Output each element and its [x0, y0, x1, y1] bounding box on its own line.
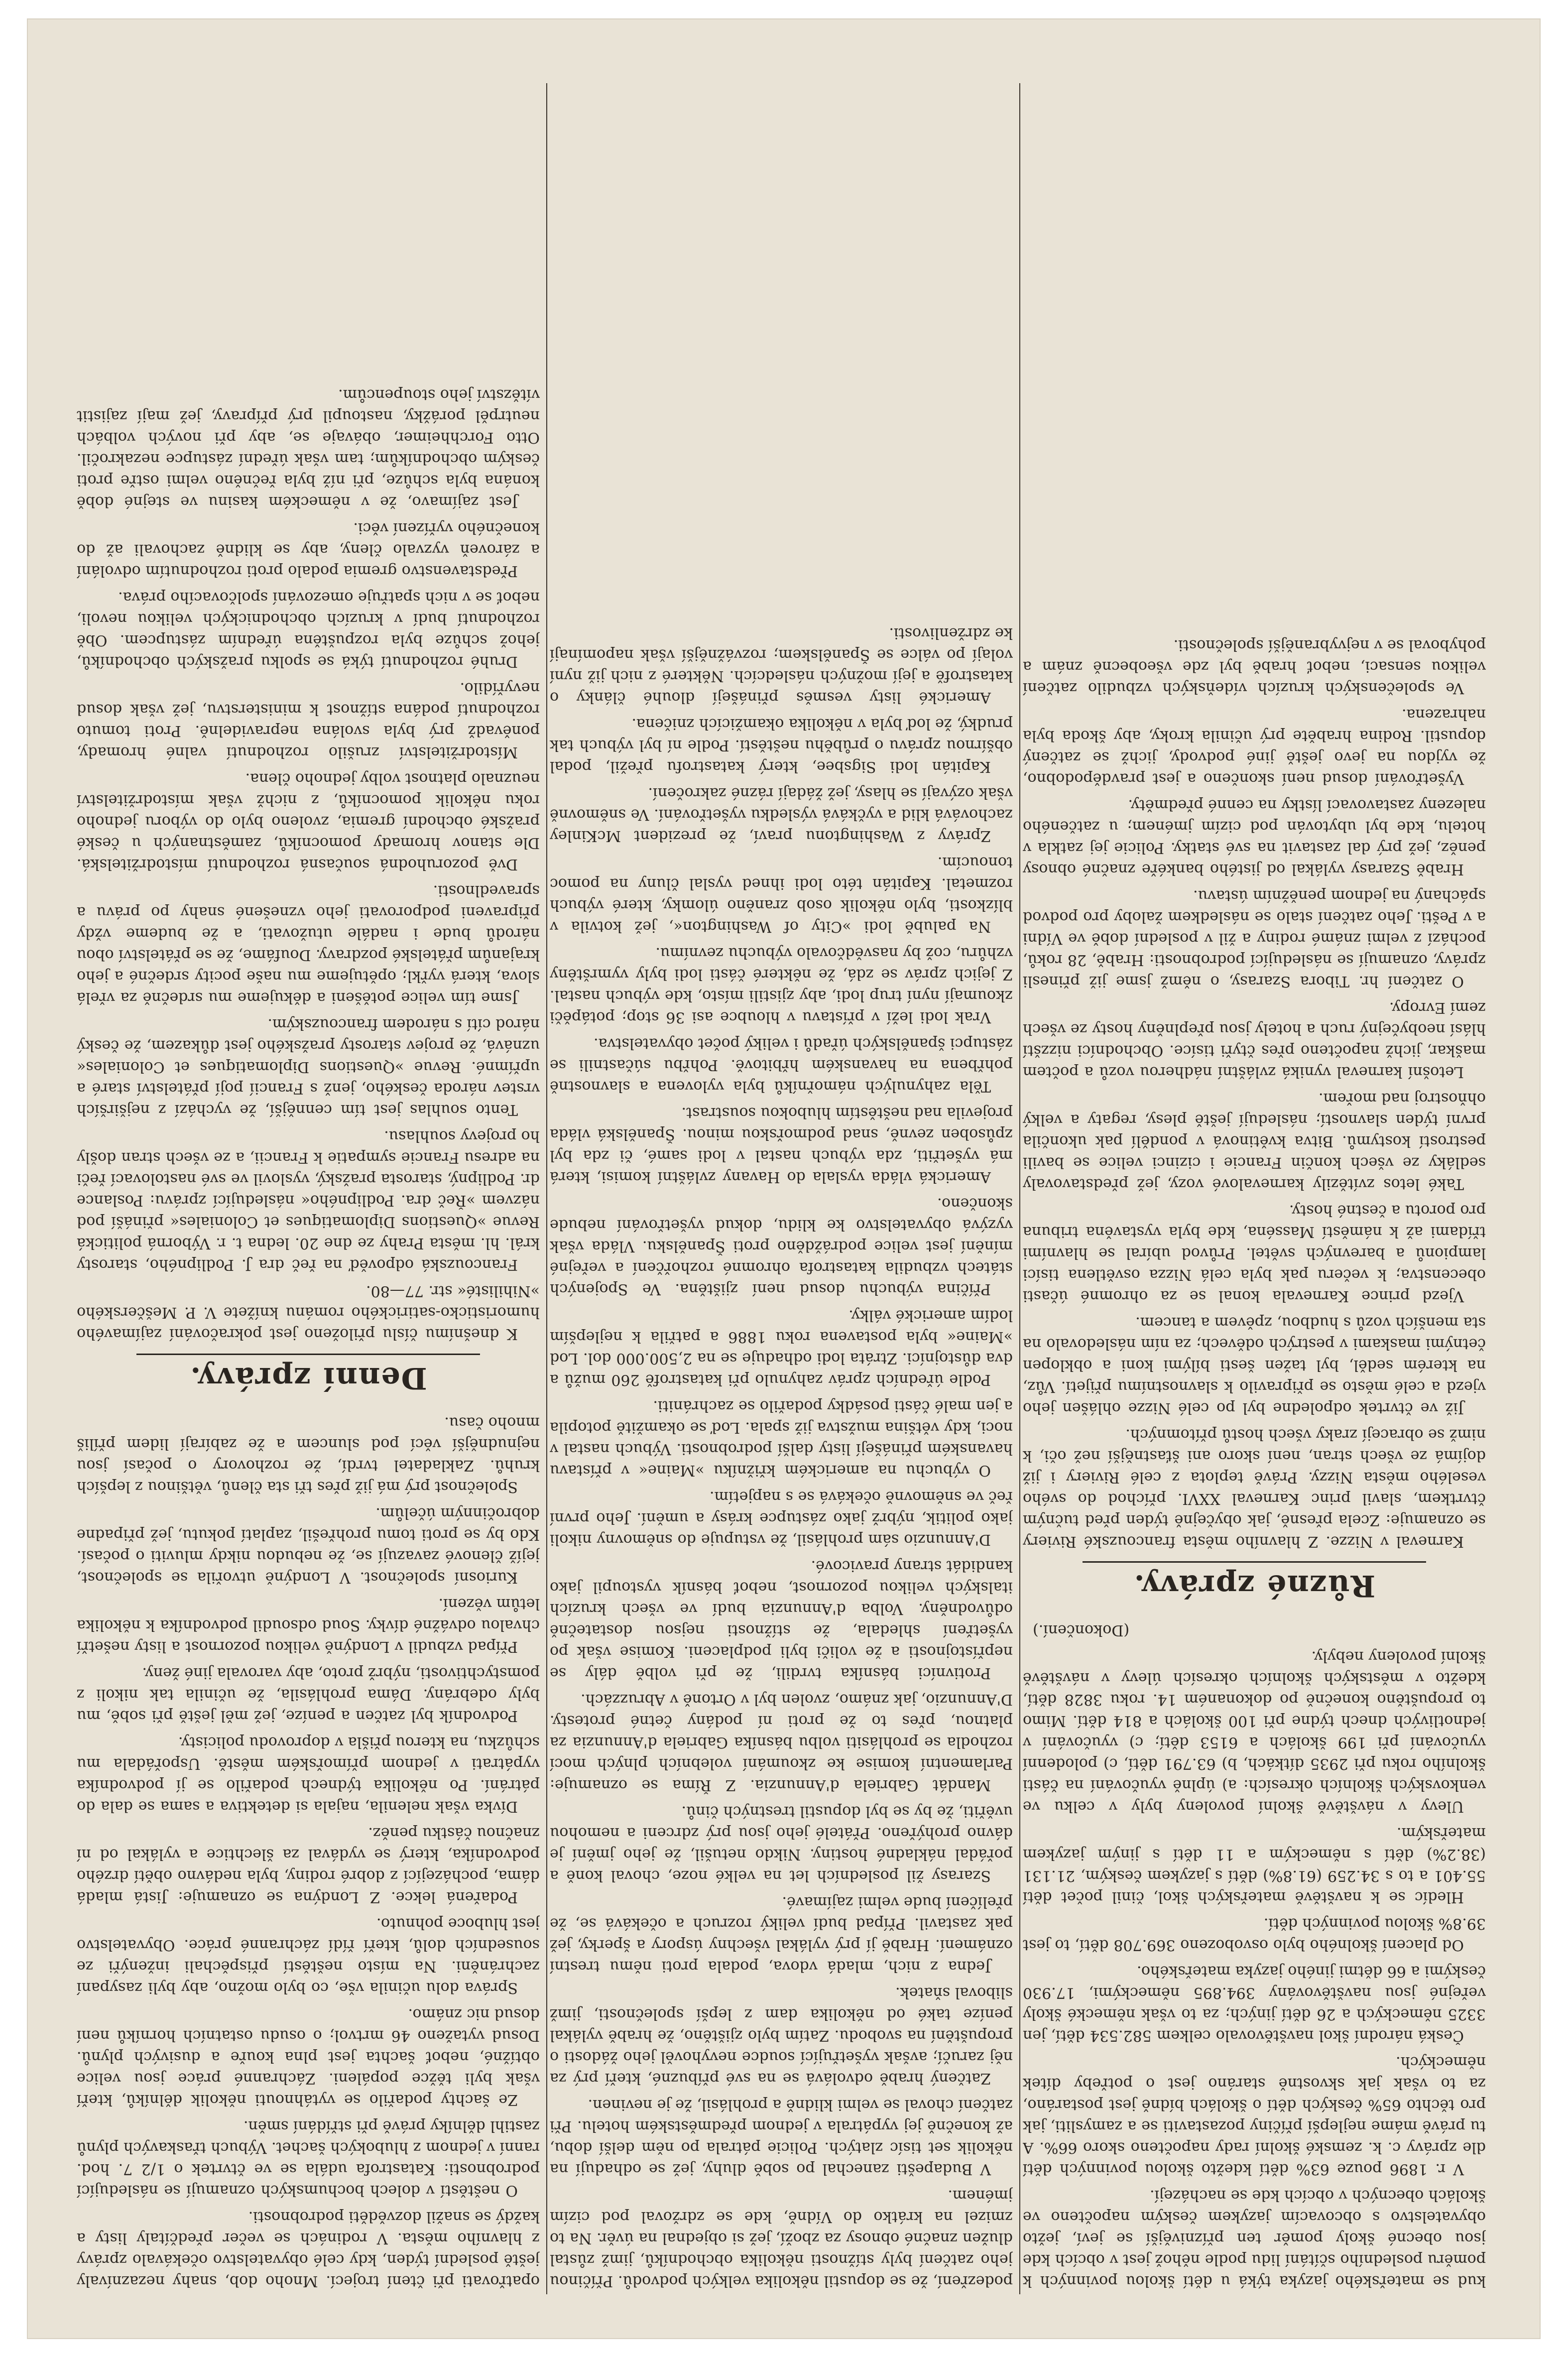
article-paragraph: O výbuchu na americkém křižníku »Maine« v přístavu havanském přinášejí listy další podrobnosti. Výbuch nastal v noci, kdy většina mužstva již spala. Loď se okamžitě potopila a jen malé části posádky podařilo se zachrániti. — [550, 1397, 1013, 1479]
article-paragraph: kud se mateřského jazyka týká u dětí školou povinných k poměru posledního sčítání lidu podle něhož jest v obcích kde jsou obecné školy poměr ten příznivější se jeví, ježto obyvatelstvo s obcovacím jazykem českým napočteno ve školách obecných v obcích kde se nacházejí. — [1023, 2187, 1486, 2290]
article-paragraph: Místodržitelství zrušilo rozhodnutí valné hromady, poněvadž prý byla svolána nepravidelně. Proti tomuto rozhodnutí podána stížnost k ministerstvu, jež však dosud nevyřídilo. — [77, 679, 540, 761]
article-paragraph: Ulevy v návštěvě školní povoleny byly v celku ve venkovských školních okresích: a) úplně vyučování na části školního roku při 2935 dítkách, b) 63.791 dětí, c) polodenní vyučování při 199 školách a 6153 dětí; c) vyučování v jednotlivých dnech týdne při 100 školách a 814 dětí. Mimo to propuštěno konečně po dokonaném 14. roku 3828 dětí, kdežto v městských školních okresích úlevy v návštěvě školní povoleny nebyly. — [1023, 1648, 1486, 1815]
article-paragraph: Podle úředních zpráv zahynulo při katastrofě 260 mužů a dva důstojníci. Ztráta lodi odhaduje se na 2,500.000 dol. Lod »Maine« byla postavena roku 1886 a patřila k nejlepším lodím americké války. — [550, 1307, 1013, 1388]
article-paragraph: O zatčení hr. Tibora Szarasy, o němž jsme již přinesli zprávy, oznamují se následující podrobnosti: Hrabě, 28 roků, pochází z velmi známé rodiny a žil v poslední době ve Vídni a v Pešti. Jeho zatčení stalo se následkem žaloby pro podvod spáchaný na jednom peněžním ústavu. — [1023, 887, 1486, 990]
article-paragraph: Jedna z nich, mladá vdova, podala proti němu trestní oznámení. Hrabě jí prý vylákal všechny úspory a šperky, jež pak zastavil. Případ budí veliký rozruch a očekává se, že přelíčení bude velmi zajímavé. — [550, 1893, 1013, 1975]
section-heading-ruzne-zpravy: Různé zprávy. — [1133, 1568, 1376, 1603]
article-paragraph: Správa dolu učinila vše, co bylo možno, aby byli zasypaní zachráněni. Na místo neštěstí přispěchali inženýři ze sousedních dolů, kteří řídí záchranné práce. Obyvatelstvo jest hluboce pohnuto. — [77, 1915, 540, 1996]
article-paragraph: Česká národní škol navštěvovalo celkem 582.534 dětí, jen 3325 německých a 26 dětí jiných; za to však německé školy veřejné jsou navštěvovány 394.895 německými, 17.930 českými a 66 dětmi jiného jazyka mateřského. — [1023, 1963, 1486, 2044]
article-paragraph: Francouzská odpověď na řeč dra J. Podlipného, starosty král. hl. města Prahy ze dne 20. ledna t. r. Výborná politická Revue »Questions Diplomatiques et Coloniales« přináší pod názvem »Řeč dra. Podlipného« následující zprávu: Poslance dr. Podlipný, starosta pražský, vyslovil ve své nastolovací řeči na adresu Francie sympatie k Francii, a ze všech stran došly ho projevy souhlasu. — [77, 1127, 540, 1273]
article-paragraph: Jest zajímavo, že v německém kasinu ve stejné době konána byla schůze, při níž byla řečněno velmi ostře proti českým obchodníkům; tam však úřední zástupce nezakročil. Otto Forchheimer, obávaje se, aby při nových volbách neutrpěl porážky, nastoupil prý přípravy, jež mají zajistit vítězství jeho stoupencům. — [77, 386, 540, 510]
article-paragraph: D'Annunzio sám prohlásil, že vstupuje do sněmovny nikoli jako politik, nýbrž jako zástupce krásy a umění. Jeho první řeč ve sněmovně očekává se s napjetím. — [550, 1488, 1013, 1548]
article-paragraph: Zatčený hrabě odvolává se na své příbuzné, kteří prý za něj zaručí; avšak vyšetřující soudce nevyhověl jeho žádosti o propuštění na svobodu. Zatím bylo zjištěno, že hrabě vylákal peníze také od několika dam z lepší společnosti, jimž sliboval sňatek. — [550, 1984, 1013, 2087]
middle-column — [550, 78, 1013, 2292]
continuation-note: (Dokončení.) — [1033, 1621, 1130, 1639]
article-paragraph: O neštěstí v dolech bochumských oznamují se následující podrobnosti: Katastrofa udála se ve čtvrtek o 1/2 7. hod. ranní v jednom z hlubokých šachet. Výbuch třaskavých plynů zastihl dělníky právě při střídání směn. — [77, 2117, 540, 2199]
article-paragraph: Těla zahynulých námořníků byla vylovena a slavnostně pohřbena na havanském hřbitově. Pohřbu súčastnili se zástupci španělských úřadů i veliký počet obyvatelstva. — [550, 1035, 1013, 1095]
heading-rule — [136, 1354, 480, 1355]
article-paragraph: K dnešnímu číslu přiloženo jest pokračování zajímavého humoristicko-satirického románu knížete V. P. Meščerského »Nihilisté« str. 77—80. — [77, 1282, 540, 1343]
article-paragraph: Vyšetřování dosud není skončeno a jest pravděpodobno, že vyjdou na jevo ještě jiné podvody, jichž se zatčený dopustil. Rodina hraběte prý učinila kroky, aby škoda byla nahrazena. — [1023, 706, 1486, 787]
article-paragraph: Kuriosní společnost. V Londýně utvořila se společnost, jejíž členové zavazují se, že nebudou nikdy mluviti o počasí. Kdo by se proti tomu prohřešil, zaplatí pokutu, jež připadne dobročinným účelům. — [77, 1504, 540, 1586]
article-paragraph: Již ve čtvrtek odpoledne byl po celé Nizze ohlášen jeho vjezd a celé město se připravilo k slavnostnímu přijetí. Vůz, na kterém seděl, byl tažen šesti bílými koni a obklopen četnými maskami v pestrých oděvech; za ním následovalo na sta menších vozů s hudbou, zpěvem a tancem. — [1023, 1314, 1486, 1417]
article-paragraph: V r. 1896 pouze 63% dětí kdežto školou povinných dětí dle zprávy c. k. zemské školní rady napočteno skoro 66%. A tu právě máme nejlepší příčiny pozastaviti se a zamysliti, jak pro těchto 65% českých dětí o školách bídně jest postaráno, za to však jak skvostně staráno jest o potřeby dítek německých. — [1023, 2053, 1486, 2178]
article-paragraph: Dvě pozoruhodná současná rozhodnutí místodržitelská. Dle stanov hromady pomocníků, zaměstnaných u české pražské obchodní gremia, zvoleno bylo do výboru jednoho roku několik pomocníků, z nichž však místodržitelství neuznalo platnost volby jednoho člena. — [77, 770, 540, 873]
article-paragraph: Hrabě Szarasy vylákal od jistého bankéře značné obnosy peněz, jež prý dal zastavit na své statky. Policie jej zatkla v hotelu, kde byl ubytován pod cizím jménem; u zatčeného nalezeny zastavovací lístky na cenné předměty. — [1023, 796, 1486, 878]
article-paragraph: Szarasy žil posledních let na velké noze, choval koně a pořádal nákladné hostiny. Nikdo netušil, že jeho jmění je dávno prohýřeno. Přátelé jeho jsou prý zdrceni a nemohou uvěřiti, že by se byl dopustil trestných činů. — [550, 1803, 1013, 1884]
article-paragraph: Vrak lodi leží v přístavu v hloubce asi 36 stop; potápěči zkoumají nyní trup lodi, aby zjistili místo, kde výbuch nastal. Z jejich zpráv se zdá, že některé části lodi byly vymrštěny vzhůru, což by nasvědčovalo výbuchu zevnímu. — [550, 944, 1013, 1026]
article-paragraph: Tento souhlas jest tím cennější, že vychází z nejširších vrstev národa českého, jenž s Francií pojí přátelství staré a upřímné. Revue »Questions Diplomatiques et Coloniales« uznává, že projev starosty pražského jest důkazem, že český národ cítí s národem francouzským. — [77, 1015, 540, 1118]
section-heading-denni-zpravy: Denní zprávy. — [189, 1361, 427, 1395]
article-paragraph: V Budapešti zanechal po sobě dluhy, jež se odhadují na několik set tisíc zlatých. Policie pátrala po něm delší dobu, až konečně jej vypátrala v jednom předměstském hotelu. Při zatčení choval se velmi klidně a prohlásil, že je nevinen. — [550, 2096, 1013, 2178]
article-paragraph: Karneval v Nizze. Z hlavního města francouzské Riviery se oznamuje: Zcela přesně, jak obyčejně týden před tučným čtvrtkem, slavil princ Karneval XXVI. příchod do svého veselého města Nizzy. Právě teplota z celé Riviery i již dojímá ze všech stran, není skoro ani šťastnější než oči, k nimž se obracejí zraky všech hostů přítomných. — [1023, 1426, 1486, 1550]
article-paragraph: podezření, že se dopustil několika velkých podvodů. Příčinou jeho zatčení byly stížnosti několika obchodníků, jimž zůstal dlužen značné obnosy za zboží, jež si objednal na úvěr. Na to zmizel na krátko do Vídně, kde se zdržoval pod cizím jménem. — [550, 2187, 1013, 2290]
article-paragraph: Představenstvo gremia podalo proti rozhodnutím odvolání a zároveň vyzvalo členy, aby se klidně zachovali až do konečného vyřízení věci. — [77, 519, 540, 580]
article-paragraph: Podařená lekce. Z Londýna se oznamuje: Jistá mladá dáma, pocházející z dobré rodiny, byla nedávno obětí drzého podvodníka, který se vydával za šlechtice a vylákal od ní značnou částku peněz. — [77, 1824, 540, 1906]
article-paragraph: Na palubě lodi »City of Washington«, jež kotvila v blízkosti, bylo několik osob zraněno úlomky, které výbuch rozmetal. Kapitán této lodi ihned vyslal čluny na pomoc tonoucím. — [550, 854, 1013, 935]
article-paragraph: Ve společenských kruzích vídeňských vzbudilo zatčení velikou sensaci, neboť hrabě byl zde všeobecně znám a pohyboval se v nejvybranější společnosti. — [1023, 636, 1486, 697]
left-column — [1023, 78, 1486, 2292]
article-paragraph: Letošní karneval vyniká zvláštní nádherou vozů a počtem maškar, jichž napočteno přes čtyři tisíce. Obchodníci nizzští hlásí neobyčejný ruch a hotely jsou přeplněny hosty ze všech zemí Evropy. — [1023, 999, 1486, 1081]
right-column — [77, 78, 540, 2292]
article-paragraph: opatřovati při čtení trojecí. Mnoho dob, snahy nezaznívaly ještě poslední týden, kdy celé obyvatelstvo očekávalo zprávy z hlavního města. V rodinách se večer předčítaly listy a každý se snažil dozvěděti podrobnosti. — [77, 2208, 540, 2290]
article-paragraph: Případ vzbudil v Londýně velikou pozornost a listy nešetří chvalou odvážné dívky. Soud odsoudil podvodníka k několika letům vězení. — [77, 1595, 540, 1655]
article-paragraph: Americké listy vesměs přinášejí dlouhé články o katastrofě a její možných následcích. Některé z nich již nyní volají po válce se Španělskem; rozvážnější však napomínají ke zdrženlivosti. — [550, 624, 1013, 706]
heading-rule — [1083, 1561, 1426, 1563]
article-paragraph: Od placení školného bylo osvobozeno 369.708 dětí, to jest 39.8% školou povinných dětí. — [1023, 1915, 1486, 1954]
article-paragraph: Příčina výbuchu dosud není zjištěna. Ve Spojených státech vzbudila katastrofa ohromné rozhořčení a veřejné mínění jest velice podrážděno proti Španělsku. Vláda však vyzývá obyvatelstvo ke klidu, dokud vyšetřování nebude skončeno. — [550, 1195, 1013, 1298]
article-paragraph: Dívka však nelenila, najala si detektiva a sama se dala do pátrání. Po několika týdnech podařilo se jí podvodníka vypátrati v jednom přímořském městě. Uspořádala mu schůzku, na kterou přišla v doprovodu policisty. — [77, 1734, 540, 1815]
article-paragraph: Zprávy z Washingtonu praví, že prezident McKinley zachovává klid a vyčkává výsledku vyšetřování. Ve sněmovně však ozývají se hlasy, jež žádají rázné zakročení. — [550, 784, 1013, 845]
column-divider — [546, 83, 547, 2294]
article-paragraph: Podvodník byl zatčen a peníze, jež měl ještě při sobě, mu byly odebrány. Dáma prohlásila, že učinila tak nikoli z pomstychtivosti, nýbrž proto, aby varovala jiné ženy. — [77, 1664, 540, 1725]
article-paragraph: Mandát Gabriela d'Annunzia. Z Říma se oznamuje: Parlamentní komise ke zkoumání volebních plných mocí rozhodla se prohlásiti volbu básníka Gabriela d'Annunzia za platnou, přes to že proti ní podány četné protesty. D'Annunzio, jak známo, zvolen byl v Ortoně v Abruzzách. — [550, 1691, 1013, 1794]
article-paragraph: Vjezd prince Karnevala konal se za ohromné účasti obecenstva; k večeru pak byla celá Nizza osvětlena tisíci lampionů a barevných světel. Průvod ubíral se hlavními třídami až k náměstí Masséna, kde byla vystavěna tribuna pro porotu a čestné hosty. — [1023, 1202, 1486, 1305]
column-divider — [1019, 83, 1020, 2294]
article-paragraph: Druhé rozhodnutí týká se spolku pražských obchodníků, jehož schůze byla rozpuštěna úředním zástupcem. Obě rozhodnutí budí v kruzích obchodnických velikou nevoli, neboť se v nich spatřuje omezování spolčovacího práva. — [77, 589, 540, 670]
article-paragraph: Společnost prý má již přes tři sta členů, většinou z lepších kruhů. Zakladatel tvrdí, že rozhovory o počasí jsou nejnudnější věcí pod sluncem a že zabírají lidem příliš mnoho času. — [77, 1414, 540, 1495]
article-paragraph: Protivníci básníka tvrdili, že při volbě dály se nepřístojnosti a že voliči byli podplaceni. Komise však po vyšetření shledala, že stížnosti nejsou dostatečně odůvodněny. Volba d'Annunzia budí ve všech kruzích italských velikou pozornost, neboť básník vystoupil jako kandidát strany pravicové. — [550, 1557, 1013, 1682]
article-paragraph: Také letos zvítězily karnevalové vozy, jež představovaly sedláky ze všech končin Francie i cizinci velice se bavili pestrostí kostymů. Bitva květinová v pondělí pak ukončila první týden slavností; následují ještě plesy, regaty a velký ohňostroj nad mořem. — [1023, 1090, 1486, 1193]
article-paragraph: Kapitán lodi Sigsbee, který katastrofu přežil, podal obšírnou zprávu o průběhu neštěstí. Podle ní byl výbuch tak prudký, že loď byla v několika okamžicích zničena. — [550, 715, 1013, 775]
newspaper-sheet — [27, 18, 1541, 2339]
article-paragraph: Americká vláda vyslala do Havany zvláštní komisi, která má vyšetřiti, zda výbuch nastal v lodi samé, či zda byl způsoben zevně, snad podmořskou minou. Španělská vláda projevila nad neštěstím hlubokou soustrast. — [550, 1104, 1013, 1186]
article-paragraph: Hledíc se k navštěvě mateřských škol, činil počet dětí 55.401 a to s 34.259 (61.8%) dětí s jazykem českým, 21.131 (38.2%) dětí s německým a 11 dětí s jiným jazykem mateřským. — [1023, 1824, 1486, 1906]
article-paragraph: Jsme tím velice potěšeni a děkujeme mu srdečně za vřelá slova, která vyřkl; opětujeme mu naše pocity srdečné a jeho krajanům přátelské pozdravy. Doufáme, že se přátelství obou národů bude i nadále utužovati, a že budeme vždy připraveni podporovati jeho vznešené snahy po právu a spravedlnosti. — [77, 882, 540, 1006]
article-paragraph: Ze šachty podařilo se vytáhnouti několik dělníků, kteří však byli těžce popáleni. Záchranné práce jsou velice obtížné, neboť šachta jest plna kouře a dusivých plynů. Dosud vytaženo 46 mrtvol; o osudu ostatních horníků není dosud nic známo. — [77, 2005, 540, 2109]
